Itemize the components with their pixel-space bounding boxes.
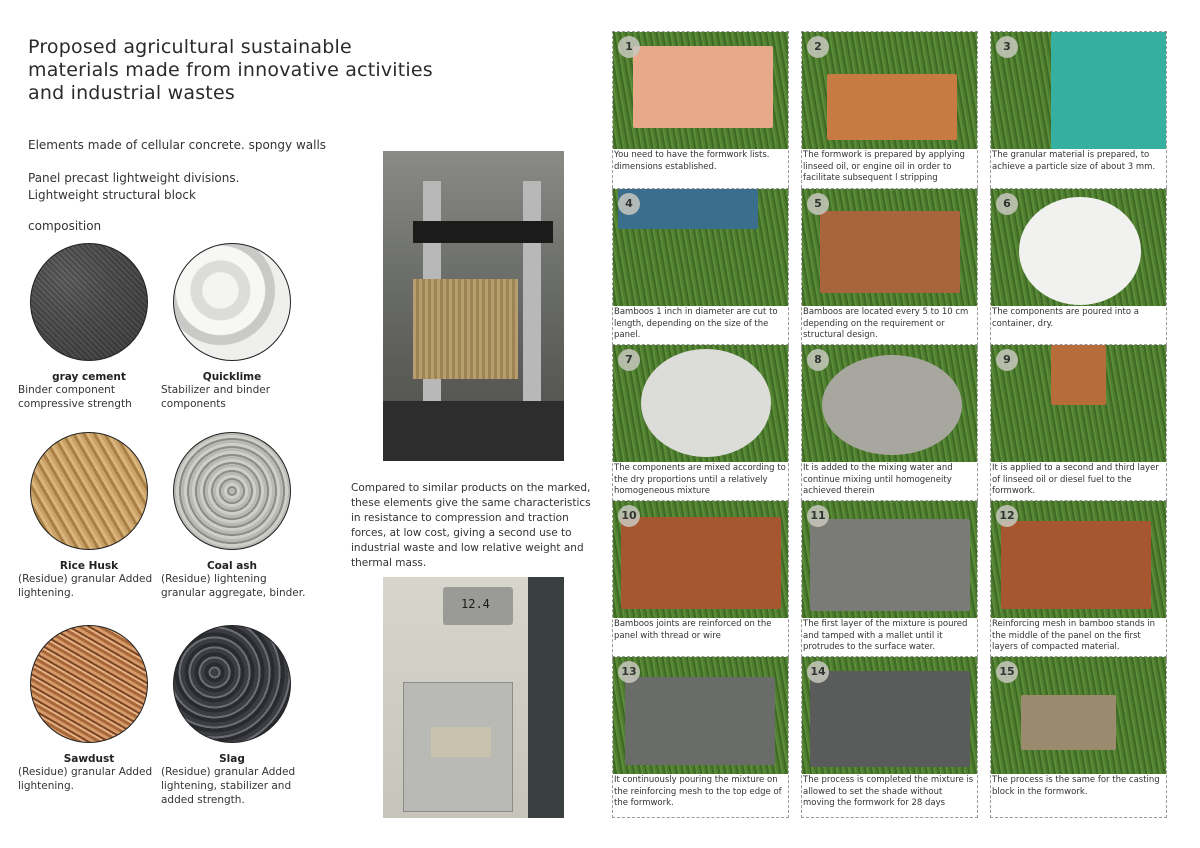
step-number-badge: 15 <box>996 661 1018 683</box>
step-caption: Bamboos 1 inch in diameter are cut to length, depending on the size of the panel. <box>614 307 778 340</box>
step-caption: The granular material is prepared, to achieve a particle size of about 3 mm. <box>992 150 1156 172</box>
material-name: Coal ash <box>206 560 258 572</box>
gray-cement-image <box>30 243 148 361</box>
step-number-badge: 10 <box>618 505 640 527</box>
process-step <box>801 344 978 506</box>
step-photo <box>991 345 1166 462</box>
material-name: Rice Husk <box>59 560 119 572</box>
rice-husk-image <box>30 432 148 550</box>
scale-reading: 12.4 <box>461 597 490 611</box>
step-number-badge: 1 <box>618 36 640 58</box>
step-caption: It is added to the mixing water and continue mixing until homogeneity achieved therein <box>803 463 953 496</box>
material-quicklime <box>157 243 307 411</box>
step-photo <box>613 657 788 774</box>
step-number-badge: 9 <box>996 349 1018 371</box>
elements-line: Elements made of cellular concrete. spongy walls <box>28 138 327 152</box>
material-desc: Stabilizer and binder components <box>161 384 271 410</box>
step-caption: The first layer of the mixture is poured and tamped with a mallet until it protrudes to the surface water. <box>803 619 968 652</box>
material-slag <box>157 625 307 807</box>
step-caption: The process is completed the mixture is allowed to set the shade without moving the formwork for 28 days <box>803 775 974 808</box>
step-photo <box>991 32 1166 149</box>
step-photo <box>613 345 788 462</box>
step-photo <box>991 501 1166 618</box>
step-number-badge: 2 <box>807 36 829 58</box>
step-caption: It is applied to a second and third layer of linseed oil or diesel fuel to the formwork. <box>992 463 1159 496</box>
slag-image <box>173 625 291 743</box>
process-step <box>801 188 978 350</box>
step-caption: The components are poured into a container, dry. <box>992 307 1139 329</box>
process-step <box>801 656 978 818</box>
step-caption: Reinforcing mesh in bamboo stands in the middle of the panel on the first layers of compacted material. <box>992 619 1156 652</box>
step-photo <box>991 657 1166 774</box>
material-name: Slag <box>219 753 245 765</box>
material-desc: (Residue) granular Added lightening. <box>18 573 153 599</box>
process-step <box>990 344 1167 506</box>
step-caption: You need to have the formwork lists. dimensions established. <box>614 150 770 172</box>
step-caption: The formwork is prepared by applying linseed oil, or engine oil in order to facilitate subsequent l stripping <box>803 150 965 183</box>
material-rice-husk <box>14 432 164 600</box>
composition-label: composition <box>28 219 102 233</box>
press-test-photo <box>383 151 564 461</box>
step-number-badge: 6 <box>996 193 1018 215</box>
material-desc: (Residue) granular Added lightening, stabilizer and added strength. <box>161 766 296 806</box>
process-step <box>990 656 1167 818</box>
step-number-badge: 12 <box>996 505 1018 527</box>
step-caption: The components are mixed according to the dry proportions until a relatively homogeneous mixture <box>614 463 786 496</box>
material-name: Quicklime <box>202 371 262 383</box>
step-caption: The process is the same for the casting block in the formwork. <box>992 775 1160 797</box>
process-step <box>990 500 1167 662</box>
step-number-badge: 3 <box>996 36 1018 58</box>
step-photo <box>613 501 788 618</box>
process-step <box>612 656 789 818</box>
step-photo <box>802 189 977 306</box>
material-desc: (Residue) lightening granular aggregate, binder. <box>161 573 306 599</box>
step-photo <box>802 501 977 618</box>
coal-ash-image <box>173 432 291 550</box>
process-step <box>612 188 789 350</box>
step-caption: Bamboos are located every 5 to 10 cm depending on the requirement or structural design. <box>803 307 969 340</box>
step-number-badge: 8 <box>807 349 829 371</box>
panel-line-1: Panel precast lightweight divisions. <box>28 171 240 185</box>
step-photo <box>802 345 977 462</box>
step-caption: It continuously pouring the mixture on the reinforcing mesh to the top edge of the formwork. <box>614 775 782 808</box>
material-name: gray cement <box>52 371 126 383</box>
process-step <box>990 31 1167 193</box>
material-desc: (Residue) granular Added lightening. <box>18 766 153 792</box>
step-photo <box>613 189 788 306</box>
step-caption: Bamboos joints are reinforced on the panel with thread or wire <box>614 619 772 641</box>
comparison-text: Compared to similar products on the marked, these elements give the same characteristics in resistance to compression and traction forces, at low cost, giving a second use to industrial waste and low relative weight and thermal mass. <box>351 482 591 569</box>
material-name: Sawdust <box>63 753 115 765</box>
process-step <box>612 500 789 662</box>
step-number-badge: 7 <box>618 349 640 371</box>
step-number-badge: 14 <box>807 661 829 683</box>
step-photo <box>802 32 977 149</box>
material-gray-cement <box>14 243 164 411</box>
process-step <box>612 31 789 193</box>
material-coal-ash <box>157 432 307 600</box>
step-photo <box>802 657 977 774</box>
panel-line-2: Lightweight structural block <box>28 188 196 202</box>
sawdust-image <box>30 625 148 743</box>
process-step <box>612 344 789 506</box>
quicklime-image <box>173 243 291 361</box>
step-number-badge: 11 <box>807 505 829 527</box>
step-number-badge: 4 <box>618 193 640 215</box>
scale-weight-photo <box>383 577 564 818</box>
material-sawdust <box>14 625 164 793</box>
process-step <box>990 188 1167 350</box>
material-desc: Binder component compressive strength <box>18 384 132 410</box>
process-step <box>801 500 978 662</box>
step-photo <box>613 32 788 149</box>
step-photo <box>991 189 1166 306</box>
step-number-badge: 13 <box>618 661 640 683</box>
page-title: Proposed agricultural sustainable materials made from innovative activities and industrial wastes <box>28 36 433 104</box>
step-number-badge: 5 <box>807 193 829 215</box>
process-step <box>801 31 978 193</box>
